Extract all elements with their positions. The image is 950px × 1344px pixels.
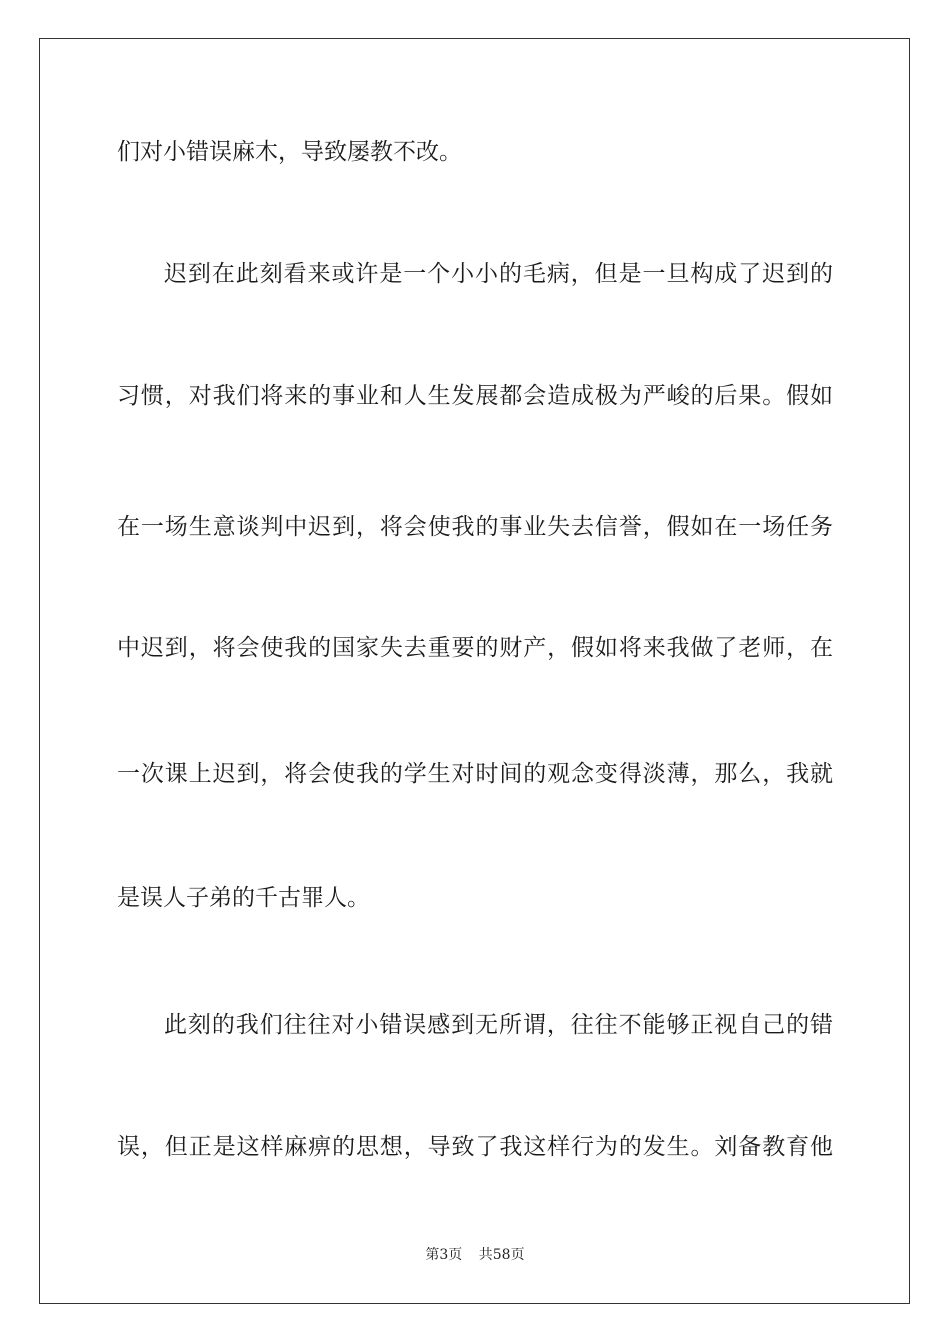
text-line: 此刻的我们往往对小错误感到无所谓，往往不能够正视自己的错	[164, 1012, 833, 1038]
text-line: 是误人子弟的千古罪人。	[117, 885, 370, 911]
page-number: 第3页	[425, 1247, 463, 1263]
text-line: 们对小错误麻木，导致屡教不改。	[117, 139, 462, 165]
page-footer	[0, 1246, 950, 1264]
text-line: 习惯，对我们将来的事业和人生发展都会造成极为严峻的后果。假如	[117, 383, 833, 409]
page-total: 共58页	[478, 1247, 525, 1263]
text-line: 在一场生意谈判中迟到，将会使我的事业失去信誉，假如在一场任务	[117, 514, 833, 540]
text-line: 迟到在此刻看来或许是一个小小的毛病，但是一旦构成了迟到的	[164, 261, 833, 287]
text-line: 一次课上迟到，将会使我的学生对时间的观念变得淡薄，那么，我就	[117, 761, 833, 787]
text-line: 误，但正是这样麻痹的思想，导致了我这样行为的发生。刘备教育他	[117, 1134, 833, 1160]
text-line: 中迟到，将会使我的国家失去重要的财产，假如将来我做了老师，在	[117, 635, 833, 661]
page-border	[39, 38, 910, 1304]
